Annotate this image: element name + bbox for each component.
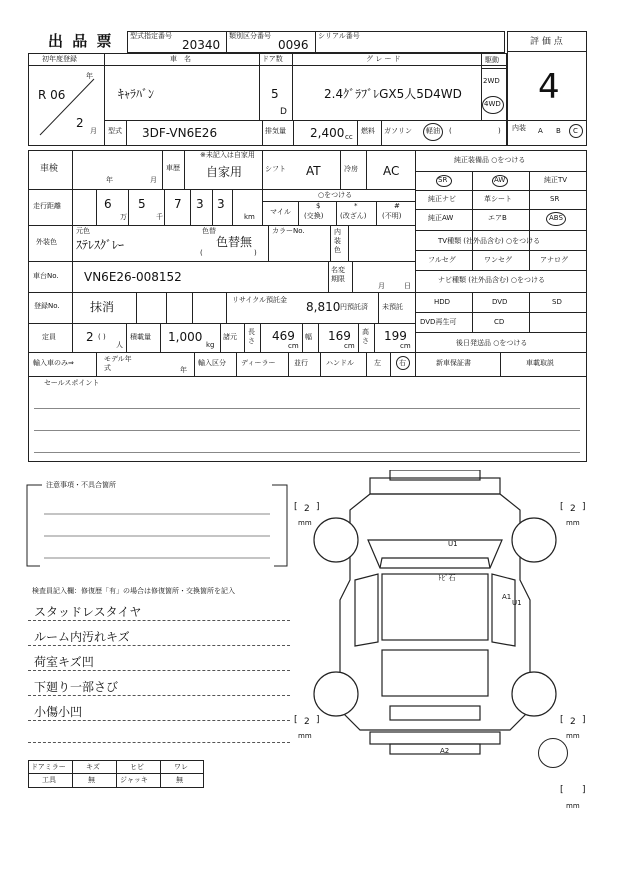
grade-label: グ レ ー ド <box>366 55 401 63</box>
equip-row3-2: エアB <box>488 214 507 222</box>
color-change-label: 色替 <box>202 227 216 235</box>
legend-h1: ドアミラー <box>31 763 66 771</box>
first-reg-year: R 06 <box>38 88 66 102</box>
tire-fl-unit: mm <box>298 519 312 527</box>
capacity-label: 定員 <box>42 333 56 341</box>
recycle-label: リサイクル預託金 <box>232 296 288 304</box>
fuel-label: 燃料 <box>361 127 375 135</box>
navi2-2: CD <box>494 318 505 326</box>
model-year-label: モデル年式 <box>104 355 132 372</box>
equip-row1-3: 純正TV <box>544 176 568 184</box>
doors-value: 5 <box>271 87 279 101</box>
width-label: 幅 <box>305 333 312 341</box>
shift-value: AT <box>306 164 321 178</box>
length-label: 長さ <box>248 328 255 345</box>
import-class-label: 輸入区分 <box>198 359 226 367</box>
later-title: 後日発送品 ○をつける <box>456 339 528 347</box>
height-label: 高さ <box>362 328 369 345</box>
shaken-month-unit: 月 <box>150 176 157 184</box>
aircon-label: 冷房 <box>344 165 358 173</box>
drive-2wd: 2WD <box>483 77 500 85</box>
tire-fr-unit: mm <box>566 519 580 527</box>
later-2: 車載取説 <box>526 359 554 367</box>
color-paren-close: ) <box>254 249 257 257</box>
tire-fl: 2 <box>304 504 310 514</box>
person-unit: 人 <box>116 341 123 349</box>
score-label: 評 価 点 <box>530 37 563 47</box>
tv-1: フルセグ <box>428 256 456 264</box>
color-paren-open: ( <box>200 249 203 257</box>
shareki-value: 自家用 <box>206 165 243 179</box>
legend-v1: 工具 <box>42 776 56 784</box>
spare-tire <box>538 738 568 768</box>
door-type: D <box>280 107 287 117</box>
tire-rl: 2 <box>304 717 310 727</box>
man-unit: 万 <box>120 213 127 221</box>
meter-circle-note: ○をつける <box>318 191 353 199</box>
first-reg-label: 初年度登録 <box>42 55 77 63</box>
sales-point-label: セールスポイント <box>44 379 100 387</box>
car-name-label: 車 名 <box>170 55 191 63</box>
tv-title: TV種類 (社外品含む) ○をつける <box>438 237 541 245</box>
legend-v3: ジャッキ <box>120 776 148 784</box>
car-diagram <box>300 470 590 770</box>
tire-rl-unit: mm <box>298 732 312 740</box>
later-1: 新車保証書 <box>436 359 471 367</box>
shaken-label: 車検 <box>40 164 59 174</box>
import-dealer: ディーラー <box>241 359 276 367</box>
meter-mile: マイル <box>270 208 291 216</box>
equip-row2-3: SR <box>550 195 560 203</box>
inspector-note: 検査員記入欄：修復歴「有」の場合は修復箇所・交換箇所を記入 <box>32 587 235 595</box>
length-cm: cm <box>288 342 299 350</box>
mileage-label: 走行距離 <box>33 202 61 210</box>
defect-1: スタッドレスタイヤ <box>34 605 142 619</box>
model-type-value: 3DF-VN6E26 <box>142 126 218 140</box>
registration-value: 抹消 <box>90 300 115 314</box>
mileage-digit-4: 3 <box>196 197 204 211</box>
shaken-year-unit: 年 <box>106 176 113 184</box>
equip-row2-1: 純正ナビ <box>428 195 456 203</box>
tire-fr: 2 <box>570 504 576 514</box>
fuel-diesel: 軽油 <box>426 127 440 135</box>
height-value: 199 <box>384 329 407 343</box>
color-label: 外装色 <box>36 238 57 246</box>
defect-4: 下廻り一部さび <box>34 680 119 694</box>
mileage-digit-2: 5 <box>138 197 146 211</box>
legend-h3: ヒビ <box>130 763 144 771</box>
diagram-a1-u1: U1 <box>512 599 522 607</box>
height-cm: cm <box>400 342 411 350</box>
interior-label: 内装 <box>512 124 526 132</box>
tire-rr-unit: mm <box>566 732 580 740</box>
tv-3: アナログ <box>540 256 568 264</box>
name-change-day: 日 <box>404 282 411 290</box>
drive-4wd: 4WD <box>484 100 501 108</box>
diagram-a2: A2 <box>440 747 450 755</box>
recycle-paid: 円預託済 <box>340 303 368 311</box>
sen-unit: 千 <box>156 213 163 221</box>
kg-unit: kg <box>206 341 215 349</box>
interior-grade-c: C <box>573 127 578 135</box>
km-unit: km <box>244 213 255 221</box>
length-value: 469 <box>272 329 295 343</box>
first-reg-slash <box>28 65 104 146</box>
interior-grade-b: B <box>556 127 561 135</box>
meter-tamper: (改ざん) <box>340 212 367 220</box>
orig-color-value: ｽﾃﾚｽｸﾞﾚｰ <box>76 238 125 252</box>
equip-row1-2: AW <box>494 176 506 184</box>
tire-rr: 2 <box>570 717 576 727</box>
registration-label: 登録No. <box>34 302 60 310</box>
tv-2: ワンセグ <box>484 256 512 264</box>
navi-1: HDD <box>434 298 451 306</box>
recycle-unpaid: 未預託 <box>382 303 403 311</box>
month-unit: 月 <box>90 127 97 135</box>
interior-color-label: 内装色 <box>334 228 341 254</box>
tire-spare-unit: mm <box>566 802 580 810</box>
fuel-gasoline: ガソリン <box>384 127 412 135</box>
diagram-hibi: ﾄﾋﾞ石 <box>438 574 456 582</box>
diagram-u1-top: U1 <box>448 540 458 548</box>
doors-label: ドア数 <box>262 55 283 63</box>
handle-right: 右 <box>399 359 406 367</box>
score-value: 4 <box>538 67 560 107</box>
model-year-suffix: 年 <box>180 366 187 374</box>
shareki-note: ※未記入は自家用 <box>200 151 255 159</box>
legend-v4: 無 <box>176 776 183 784</box>
import-label: 輸入車のみ⇒ <box>33 359 74 367</box>
load-label: 積載量 <box>130 333 151 341</box>
capacity-sub: ( ) <box>98 333 106 341</box>
defect-5: 小傷小凹 <box>34 705 83 719</box>
notes-bracket <box>26 481 288 568</box>
displacement-value: 2,400 <box>310 126 345 140</box>
navi2-1: DVD再生可 <box>420 318 457 326</box>
year-unit: 年 <box>86 72 93 80</box>
meter-unknown: (不明) <box>382 212 402 220</box>
legend-h2: キズ <box>86 763 100 771</box>
navi-3: SD <box>552 298 562 306</box>
aircon-value: AC <box>383 164 400 178</box>
shift-label: シフト <box>265 165 286 173</box>
meter-tamper-sym: * <box>354 202 358 210</box>
mileage-digit-5: 3 <box>217 197 225 211</box>
chassis-value: VN6E26-008152 <box>84 270 182 284</box>
handle-label: ハンドル <box>326 359 354 367</box>
car-name: ｷｬﾗﾊﾞﾝ <box>118 87 155 101</box>
chassis-label: 車台No. <box>33 272 59 280</box>
sheet-title: 出 品 票 <box>48 32 114 50</box>
defect-3: 荷室キズ凹 <box>34 655 94 669</box>
width-value: 169 <box>328 329 351 343</box>
navi-2: DVD <box>492 298 508 306</box>
color-change-value: 色替無 <box>216 235 253 249</box>
category-value: 0096 <box>278 38 309 52</box>
load-value: 1,000 <box>168 330 203 344</box>
notes-title: 注意事項・不具合箇所 <box>46 481 116 489</box>
legend-v2: 無 <box>88 776 95 784</box>
model-type-label: 型式 <box>108 127 122 135</box>
mileage-digit-1: 6 <box>104 197 112 211</box>
meter-exchange-sym: $ <box>316 202 321 210</box>
name-change-month: 月 <box>378 282 385 290</box>
genuine-title: 純正装備品 ○をつける <box>454 156 526 164</box>
equip-row1-1: SR <box>438 176 448 184</box>
recycle-value: 8,810 <box>306 300 341 314</box>
equip-row3-1: 純正AW <box>428 214 454 222</box>
width-cm: cm <box>344 342 355 350</box>
serial-label: シリアル番号 <box>318 32 360 40</box>
meter-exchange: (交換) <box>304 212 324 220</box>
model-designation-value: 20340 <box>182 38 221 52</box>
shareki-label: 車歴 <box>166 164 180 172</box>
interior-grade-a: A <box>538 127 543 135</box>
first-reg-month: 2 <box>76 116 84 130</box>
drive-label: 駆動 <box>485 56 499 64</box>
dims-label: 諸元 <box>223 333 237 341</box>
orig-color-label: 元色 <box>76 227 90 235</box>
navi-title: ナビ種類 (社外品含む) ○をつける <box>438 276 546 284</box>
diagram-a1: A1 <box>502 593 512 601</box>
cc-unit: cc <box>345 133 353 141</box>
equip-row2-2: 革シート <box>484 195 512 203</box>
handle-left: 左 <box>374 359 381 367</box>
meter-unknown-sym: # <box>394 202 400 210</box>
mileage-digit-3: 7 <box>174 197 182 211</box>
color-no-title: カラーNo. <box>272 227 305 235</box>
equip-row3-3: ABS <box>549 214 563 222</box>
name-change-label: 名変期限 <box>331 266 345 283</box>
model-designation-label: 型式指定番号 <box>130 32 172 40</box>
category-label: 類別区分番号 <box>229 32 271 40</box>
displacement-label: 排気量 <box>265 127 286 135</box>
defect-2: ルーム内汚れキズ <box>34 630 130 644</box>
capacity-value: 2 <box>86 330 94 344</box>
grade-value: 2.4ｸﾞﾗﾌﾞﾚGX5人5D4WD <box>324 87 462 101</box>
import-parallel: 並行 <box>294 359 308 367</box>
legend-h4: ワレ <box>174 763 188 771</box>
